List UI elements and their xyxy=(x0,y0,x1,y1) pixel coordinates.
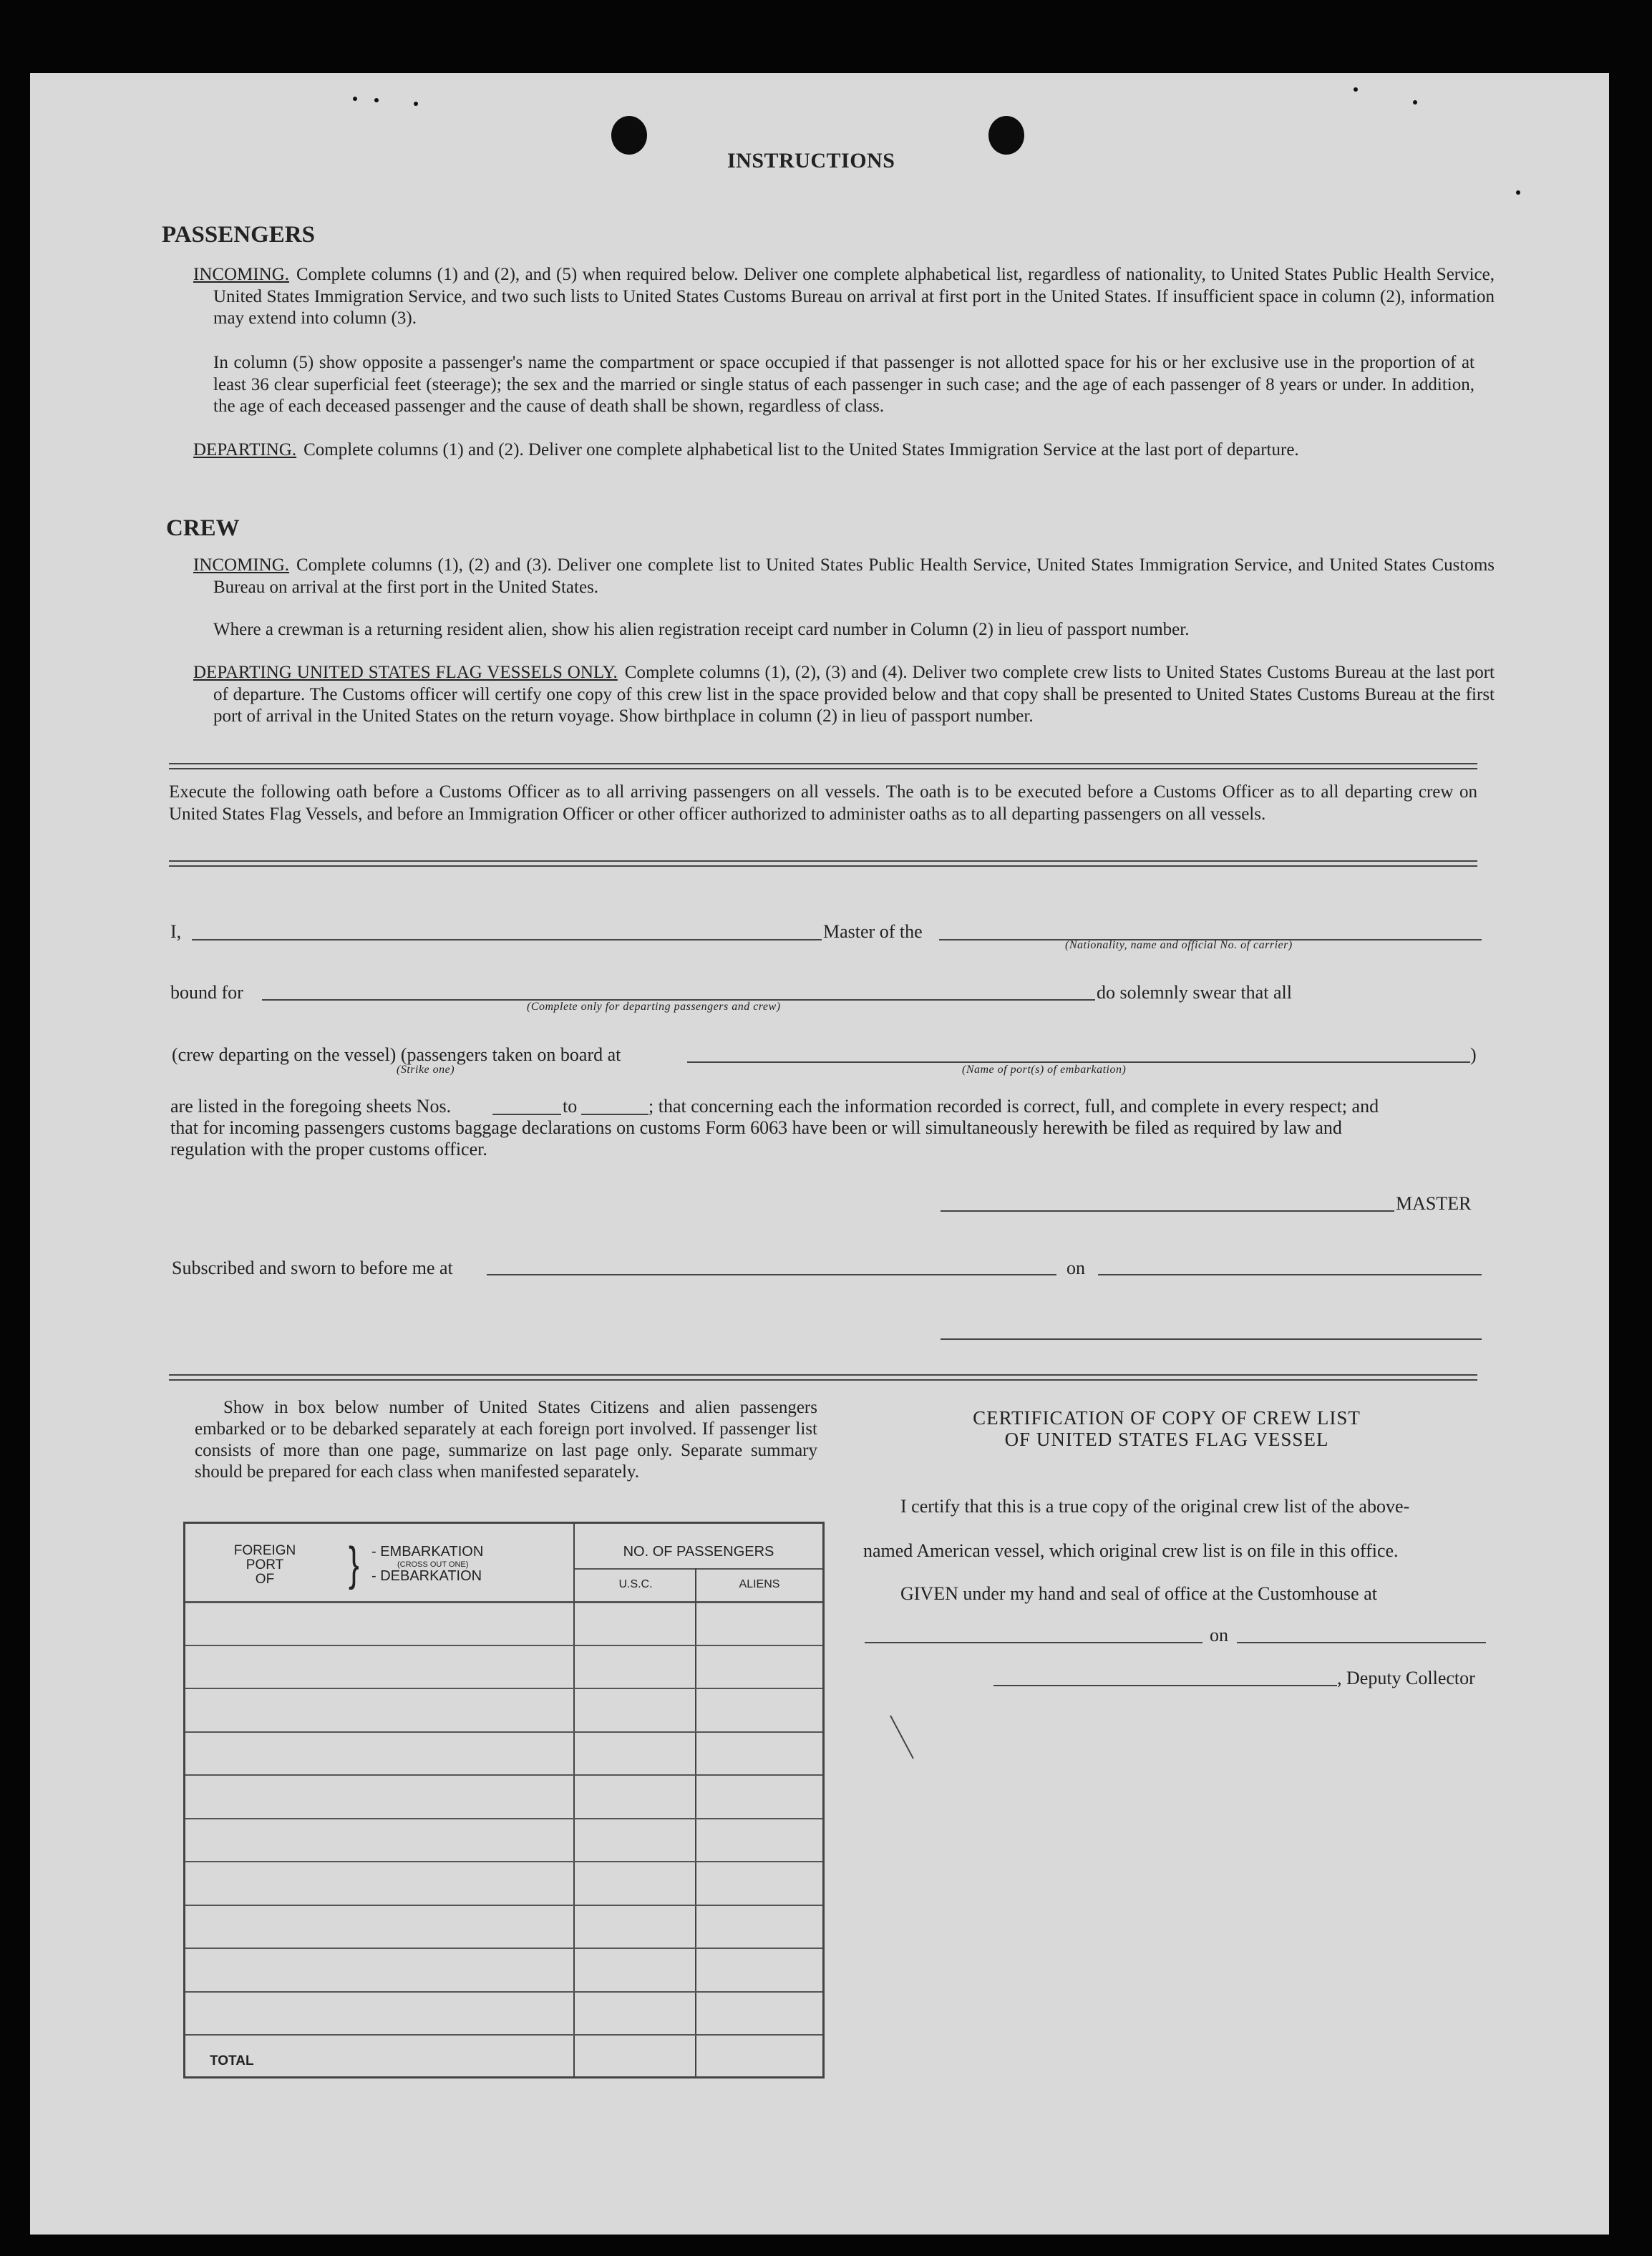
speck xyxy=(374,98,379,102)
sworn-place-field[interactable] xyxy=(487,1274,1056,1275)
nationality-hint: (Nationality, name and official No. of carrier) xyxy=(1065,939,1293,951)
passengers-incoming-text: Complete columns (1) and (2), and (5) when required below. Deliver one complete alphabetical list, regardless of nationality, to United States Public Health Service, United States Immigration Service, and two such lists to United States Customs Bureau on arrival at first port in the United States. If insufficient space in column (2), information may extend into column (3). xyxy=(213,265,1495,328)
listed-to-label: to xyxy=(563,1096,578,1117)
oath-instructions: Execute the following oath before a Customs Officer as to all arriving passengers on all vessels. The oath is to be executed before a Customs Officer as to all departing crew on United States Flag Vessels, and before an Immigration Officer or other officer authorized to administer oaths as to all departing passengers on all vessels. xyxy=(169,782,1477,824)
speck xyxy=(1354,87,1358,92)
debarkation-label: - DEBARKATION xyxy=(371,1568,482,1584)
sheet-to-field[interactable] xyxy=(581,1114,648,1115)
table-row-line xyxy=(185,1731,822,1733)
passengers-incoming-paragraph xyxy=(193,264,1495,330)
sheet-from-field[interactable] xyxy=(492,1114,561,1115)
speck xyxy=(414,102,418,106)
crew-heading: CREW xyxy=(166,515,240,541)
aliens-label: ALIENS xyxy=(739,1578,780,1590)
subscribed-label: Subscribed and sworn to before me at xyxy=(172,1258,453,1278)
officer-signature-field[interactable] xyxy=(941,1338,1482,1340)
summary-note: Show in box below number of United States Citizens and alien passengers embarked or to be debarked separately at each foreign port involved. If passenger list consists of more than one page, summarize on last page only. Separate summary should be prepared for each class when manifested separately. xyxy=(195,1398,817,1482)
master-label: MASTER xyxy=(1396,1193,1472,1214)
column-divider xyxy=(573,1524,575,2076)
bound-for-label: bound for xyxy=(170,982,243,1003)
section-divider xyxy=(169,860,1477,867)
table-row-line xyxy=(185,1861,822,1862)
listed-text-3: regulation with the proper customs officer. xyxy=(170,1139,487,1159)
sworn-date-field[interactable] xyxy=(1098,1274,1482,1275)
section-divider xyxy=(169,763,1477,769)
crew-departing-paragraph xyxy=(193,662,1495,728)
passengers-departing-text: Complete columns (1) and (2). Deliver one complete alphabetical list to the United States Immigration Service at the last port of departure. xyxy=(303,440,1299,460)
passengers-column5-paragraph: In column (5) show opposite a passenger's name the compartment or space occupied if that passenger is not allotted space for his or her exclusive use in the proportion of at least 36 clear superficial feet (steerage); the sex and the married or single status of each passenger in such case; and the age of each passenger of 8 years or under. In addition, the age of each deceased passenger and the cause of death shall be shown, regardless of class. xyxy=(213,353,1474,416)
passengers-heading: PASSENGERS xyxy=(162,222,315,248)
speck xyxy=(353,97,357,101)
cross-out-one-label: (CROSS OUT ONE) xyxy=(397,1560,469,1569)
customhouse-place-field[interactable] xyxy=(865,1642,1202,1643)
page-title: INSTRUCTIONS xyxy=(727,149,895,172)
table-row-line xyxy=(185,1818,822,1819)
ports-hint: (Name of port(s) of embarkation) xyxy=(962,1064,1127,1076)
crew-incoming-text: Complete columns (1), (2) and (3). Deliver one complete list to United States Public Health Service, United States Immigration Service, and United States Customs Bureau on arrival at the first port in the United States. xyxy=(213,555,1495,597)
strike-one-hint: (Strike one) xyxy=(397,1064,455,1076)
passengers-departing-lead: DEPARTING. xyxy=(193,440,297,460)
certification-line-3: GIVEN under my hand and seal of office at the Customhouse at xyxy=(900,1583,1377,1604)
section-divider xyxy=(169,1374,1477,1381)
table-row-line xyxy=(185,1905,822,1906)
table-row-line xyxy=(185,1948,822,1949)
punch-hole-right xyxy=(988,116,1024,155)
table-row-line xyxy=(185,1645,822,1646)
passenger-summary-table xyxy=(183,1522,825,2078)
foreign-label: FOREIGN xyxy=(233,1543,296,1558)
header-bottom-line xyxy=(185,1601,822,1603)
crew-incoming-paragraph xyxy=(193,555,1495,598)
certification-line-2: named American vessel, which original crew list is on file in this office. xyxy=(863,1540,1399,1561)
master-name-field[interactable] xyxy=(192,939,822,940)
bound-hint: (Complete only for departing passengers and crew) xyxy=(527,1001,781,1013)
deputy-collector-signature-field[interactable] xyxy=(993,1685,1337,1686)
listed-text-2: that for incoming passengers customs baggage declarations on customs Form 6063 have been or will simultaneously herewith be filed as required by law and xyxy=(170,1117,1342,1138)
crew-resident-paragraph: Where a crewman is a returning resident alien, show his alien registration receipt card number in Column (2) in lieu of passport number. xyxy=(213,620,1190,639)
passengers-incoming-lead: INCOMING. xyxy=(193,265,290,284)
table-row-line xyxy=(185,1688,822,1689)
master-of-the-label: Master of the xyxy=(823,921,923,942)
total-label: TOTAL xyxy=(210,2053,254,2068)
brace-icon: } xyxy=(349,1538,359,1591)
speck xyxy=(1413,100,1417,104)
certification-on-label: on xyxy=(1210,1625,1228,1645)
crew-departing-lead: DEPARTING UNITED STATES FLAG VESSELS ONLY. xyxy=(193,663,618,682)
punch-hole-left xyxy=(611,116,647,155)
usc-label: U.S.C. xyxy=(618,1578,653,1590)
certification-title-1: CERTIFICATION OF COPY OF CREW LIST xyxy=(973,1407,1361,1429)
swear-label: do solemnly swear that all xyxy=(1097,982,1292,1003)
embarkation-label: - EMBARKATION xyxy=(371,1544,484,1560)
listed-label: are listed in the foregoing sheets Nos. xyxy=(170,1096,452,1117)
crew-departing-text: Complete columns (1), (2), (3) and (4). Deliver two complete crew lists to United States Customs Bureau at the last port of departure. The Customs officer will certify one copy of this crew list in the space provided below and that copy shall be presented to United States Customs Bureau at the first port of arrival in the United States on the return voyage. Show birthplace in column (2) in lieu of passport number. xyxy=(213,663,1495,726)
table-row-line xyxy=(185,1774,822,1776)
table-row-line xyxy=(185,1991,822,1993)
embarkation-ports-field[interactable] xyxy=(687,1061,1470,1063)
close-paren: ) xyxy=(1470,1044,1477,1065)
oath-i-label: I, xyxy=(170,921,182,942)
certification-date-field[interactable] xyxy=(1237,1642,1486,1643)
foreign-port-header xyxy=(211,1544,319,1587)
crew-passengers-label: (crew departing on the vessel) (passengers taken on board at xyxy=(172,1044,621,1065)
of-label: OF xyxy=(255,1572,275,1587)
passengers-departing-paragraph xyxy=(193,439,1495,462)
speck xyxy=(1516,190,1520,195)
deputy-collector-label: , Deputy Collector xyxy=(1337,1668,1475,1688)
header-divider xyxy=(575,1568,822,1570)
listed-text-1: ; that concerning each the information recorded is correct, full, and complete in every respect; and xyxy=(648,1096,1379,1117)
crew-incoming-lead: INCOMING. xyxy=(193,555,290,575)
master-signature-field[interactable] xyxy=(941,1210,1394,1212)
certification-title-2: OF UNITED STATES FLAG VESSEL xyxy=(1004,1429,1329,1450)
no-of-passengers-label: NO. OF PASSENGERS xyxy=(623,1544,774,1560)
subscribed-on-label: on xyxy=(1066,1258,1085,1278)
certification-line-1: I certify that this is a true copy of the original crew list of the above- xyxy=(900,1496,1410,1517)
table-row-line xyxy=(185,2034,822,2036)
port-label: PORT xyxy=(246,1557,284,1572)
